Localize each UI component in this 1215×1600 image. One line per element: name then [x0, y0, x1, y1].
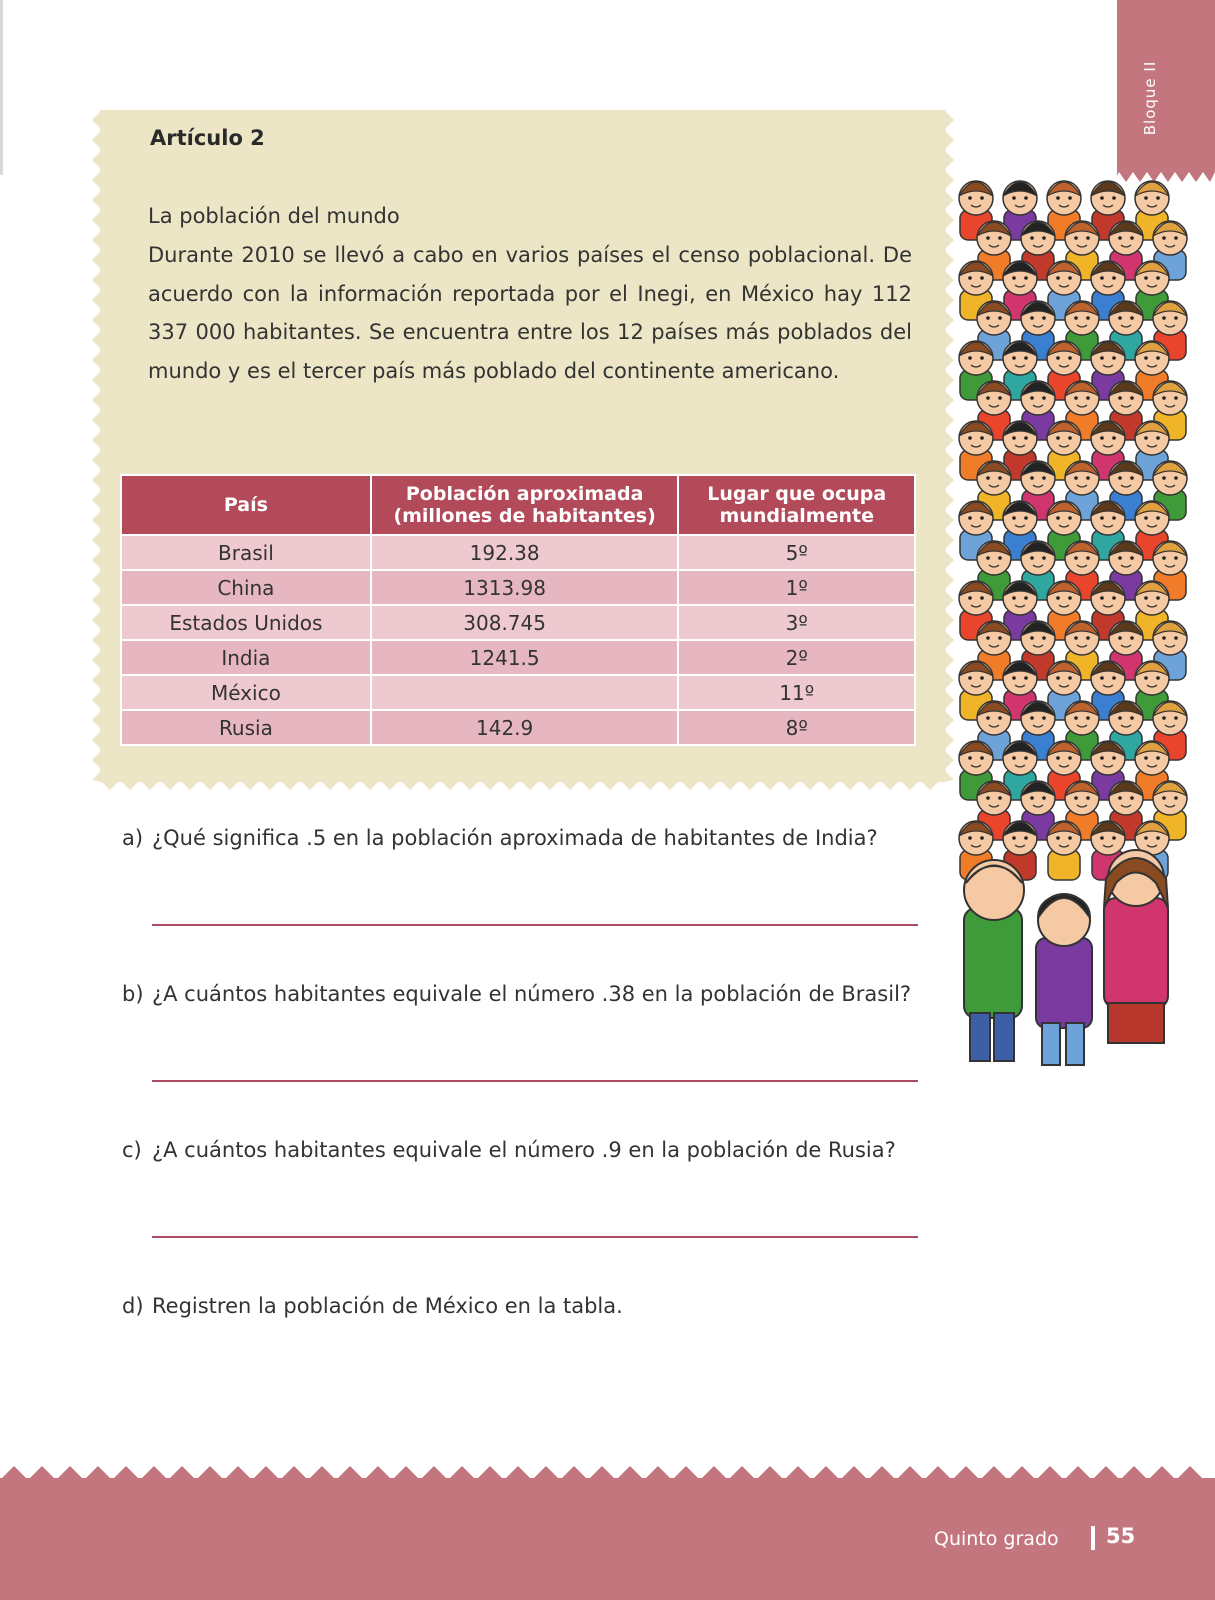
header-population: Población aproximada (millones de habitantes)	[371, 475, 679, 535]
cell-population: 192.38	[371, 535, 679, 570]
article-subtitle: La población del mundo	[148, 204, 400, 228]
question-c-label: c)	[122, 1138, 142, 1162]
header-country: País	[121, 475, 371, 535]
question-a-text: ¿Qué significa .5 en la población aproximada de habitantes de India?	[152, 826, 878, 850]
cell-rank: 5º	[678, 535, 915, 570]
footer-page-number: 55	[1106, 1524, 1136, 1548]
footer-grade: Quinto grado	[934, 1528, 1059, 1550]
table-row	[121, 570, 915, 605]
front-child-left	[964, 860, 1024, 1061]
answer-line-c[interactable]	[152, 1236, 918, 1238]
table-row	[121, 640, 915, 675]
cell-population: 1241.5	[371, 640, 679, 675]
question-d-label: d)	[122, 1294, 144, 1318]
cell-country: China	[121, 570, 371, 605]
cell-country: México	[121, 675, 371, 710]
question-d	[122, 1286, 918, 1328]
population-table	[120, 474, 916, 746]
cell-country: Brasil	[121, 535, 371, 570]
cell-population-empty[interactable]	[371, 675, 679, 710]
cell-country: Rusia	[121, 710, 371, 745]
table-header-row	[121, 475, 915, 535]
front-woman-right	[1104, 850, 1168, 1043]
table-row	[121, 535, 915, 570]
question-b-label: b)	[122, 982, 144, 1006]
cell-population: 142.9	[371, 710, 679, 745]
cell-rank: 1º	[678, 570, 915, 605]
question-b-text: ¿A cuántos habitantes equivale el número .38 en la población de Brasil?	[152, 982, 912, 1006]
cell-population: 308.745	[371, 605, 679, 640]
cell-country: Estados Unidos	[121, 605, 371, 640]
cell-rank: 8º	[678, 710, 915, 745]
cell-population: 1313.98	[371, 570, 679, 605]
article-body: Durante 2010 se llevó a cabo en varios países el censo poblacional. De acuerdo con la información reportada por el Inegi, en México hay 112 337 000 habitantes. Se encuentra entre los 12 países más poblados del mundo y es el tercer país más poblado del continente americano.	[148, 243, 912, 383]
answer-line-a[interactable]	[152, 924, 918, 926]
answer-line-b[interactable]	[152, 1080, 918, 1082]
question-a-label: a)	[122, 826, 144, 850]
question-a	[122, 818, 918, 902]
header-rank: Lugar que ocupa mundialmente	[678, 475, 915, 535]
page-edge	[0, 0, 3, 175]
article-box-left-edge	[92, 110, 102, 782]
crowd-illustration	[958, 178, 1194, 1078]
article-box-right-edge	[944, 110, 954, 782]
footer-separator	[1091, 1526, 1095, 1550]
cell-rank: 2º	[678, 640, 915, 675]
table-row	[121, 710, 915, 745]
article-heading: Artículo 2	[150, 126, 265, 150]
side-tab-label: Bloque II	[1141, 60, 1159, 136]
cell-rank: 11º	[678, 675, 915, 710]
front-child-middle	[1036, 894, 1092, 1065]
article-box-bottom-edge	[100, 780, 946, 790]
question-c	[122, 1130, 918, 1214]
question-b	[122, 974, 918, 1058]
question-c-text: ¿A cuántos habitantes equivale el número .9 en la población de Rusia?	[152, 1138, 896, 1162]
cell-rank: 3º	[678, 605, 915, 640]
table-row	[121, 675, 915, 710]
question-d-text: Registren la población de México en la tabla.	[152, 1294, 623, 1318]
cell-country: India	[121, 640, 371, 675]
table-row	[121, 605, 915, 640]
